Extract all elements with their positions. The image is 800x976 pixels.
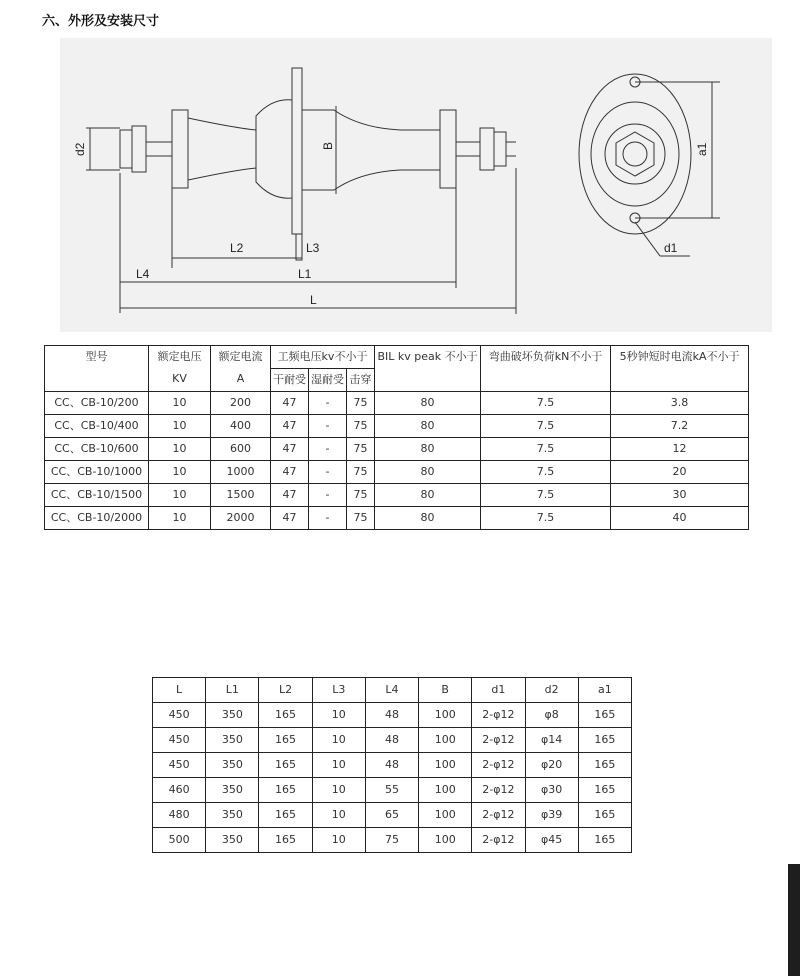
spec-cell-bil: 80 xyxy=(375,392,481,415)
header-bil: BIL kv peak 不小于 xyxy=(375,346,481,392)
dim-cell: 2-φ12 xyxy=(472,803,525,828)
dim-cell: 100 xyxy=(419,828,472,853)
dimension-table xyxy=(152,677,632,853)
table-row xyxy=(153,778,632,803)
spec-cell-short: 20 xyxy=(611,461,749,484)
drawing-svg xyxy=(60,38,772,332)
spec-cell-model: CC、CB-10/400 xyxy=(45,415,149,438)
dim-cell: 2-φ12 xyxy=(472,728,525,753)
spec-cell-dry: 47 xyxy=(271,461,309,484)
dim-cell: 100 xyxy=(419,778,472,803)
dim-cell: 350 xyxy=(206,753,259,778)
spec-cell-bil: 80 xyxy=(375,415,481,438)
table-row xyxy=(153,753,632,778)
header-bending: 弯曲破坏负荷kN不小于 xyxy=(481,346,611,392)
spec-cell-short: 3.8 xyxy=(611,392,749,415)
spec-cell-dry: 47 xyxy=(271,415,309,438)
label-L3: L3 xyxy=(306,241,320,255)
spec-cell-voltage: 10 xyxy=(149,438,211,461)
spec-cell-bil: 80 xyxy=(375,438,481,461)
header-dry: 干耐受 xyxy=(271,369,309,392)
dim-header-a1: a1 xyxy=(578,678,631,703)
dim-cell: 165 xyxy=(259,778,312,803)
header-breakdown: 击穿 xyxy=(347,369,375,392)
dim-cell: 48 xyxy=(365,728,418,753)
dim-cell: 165 xyxy=(578,753,631,778)
dim-cell: 480 xyxy=(153,803,206,828)
spec-cell-short: 30 xyxy=(611,484,749,507)
header-rated-voltage xyxy=(149,346,211,392)
dim-cell: 350 xyxy=(206,828,259,853)
dim-cell: 75 xyxy=(365,828,418,853)
dim-cell: φ30 xyxy=(525,778,578,803)
spec-cell-dry: 47 xyxy=(271,484,309,507)
table-row xyxy=(153,803,632,828)
dim-cell: 100 xyxy=(419,703,472,728)
dim-cell: 48 xyxy=(365,753,418,778)
dim-cell: 10 xyxy=(312,703,365,728)
dim-cell: 100 xyxy=(419,753,472,778)
spec-cell-bending: 7.5 xyxy=(481,484,611,507)
dim-cell: 350 xyxy=(206,703,259,728)
label-L: L xyxy=(310,293,317,307)
left-nut-outer xyxy=(120,130,132,168)
spec-cell-voltage: 10 xyxy=(149,415,211,438)
dim-cell: 100 xyxy=(419,728,472,753)
label-L2: L2 xyxy=(230,241,244,255)
dim-cell: 10 xyxy=(312,728,365,753)
table-row xyxy=(45,415,749,438)
spec-cell-model: CC、CB-10/1000 xyxy=(45,461,149,484)
spec-cell-current: 400 xyxy=(211,415,271,438)
spec-cell-dry: 47 xyxy=(271,392,309,415)
spec-cell-wet: - xyxy=(309,438,347,461)
side-scroll-bar xyxy=(788,864,800,976)
label-a1: a1 xyxy=(695,142,709,156)
dim-cell: φ8 xyxy=(525,703,578,728)
dim-cell: 165 xyxy=(259,728,312,753)
spec-cell-model: CC、CB-10/600 xyxy=(45,438,149,461)
spec-cell-dry: 47 xyxy=(271,438,309,461)
spec-cell-bending: 7.5 xyxy=(481,438,611,461)
dim-cell: 350 xyxy=(206,728,259,753)
end-view-flange xyxy=(579,74,691,234)
header-model: 型号 xyxy=(45,346,149,392)
header-rated-voltage-label: 额定电压 xyxy=(157,350,202,363)
dim-cell: 460 xyxy=(153,778,206,803)
table-row xyxy=(153,703,632,728)
dim-cell: 10 xyxy=(312,828,365,853)
spec-cell-bil: 80 xyxy=(375,507,481,530)
spec-cell-bending: 7.5 xyxy=(481,461,611,484)
spec-cell-voltage: 10 xyxy=(149,507,211,530)
spec-cell-model: CC、CB-10/200 xyxy=(45,392,149,415)
dim-header-l4: L4 xyxy=(365,678,418,703)
spec-cell-breakdown: 75 xyxy=(347,438,375,461)
spec-cell-breakdown: 75 xyxy=(347,507,375,530)
spec-cell-breakdown: 75 xyxy=(347,484,375,507)
header-rated-current-unit: A xyxy=(236,372,245,385)
left-body xyxy=(188,118,256,180)
table-row xyxy=(153,828,632,853)
spec-cell-wet: - xyxy=(309,461,347,484)
table-row xyxy=(45,461,749,484)
spec-cell-model: CC、CB-10/2000 xyxy=(45,507,149,530)
dim-cell: 165 xyxy=(578,828,631,853)
right-shed xyxy=(440,110,456,188)
spec-cell-wet: - xyxy=(309,392,347,415)
spec-cell-bending: 7.5 xyxy=(481,415,611,438)
left-shed xyxy=(172,110,188,188)
spec-cell-bending: 7.5 xyxy=(481,507,611,530)
dim-cell: 55 xyxy=(365,778,418,803)
header-rated-voltage-unit: KV xyxy=(172,372,187,385)
spec-cell-voltage: 10 xyxy=(149,392,211,415)
table-row xyxy=(45,438,749,461)
spec-cell-breakdown: 75 xyxy=(347,392,375,415)
spec-cell-breakdown: 75 xyxy=(347,415,375,438)
header-wet: 湿耐受 xyxy=(309,369,347,392)
label-L1: L1 xyxy=(298,267,312,281)
header-rated-current-label: 额定电流 xyxy=(218,350,263,363)
spec-cell-bil: 80 xyxy=(375,484,481,507)
table-row xyxy=(153,728,632,753)
dim-cell: 65 xyxy=(365,803,418,828)
header-rated-current xyxy=(211,346,271,392)
label-d2: d2 xyxy=(73,142,87,156)
end-view-hex xyxy=(616,132,654,176)
spec-cell-bil: 80 xyxy=(375,461,481,484)
dim-cell: 165 xyxy=(578,703,631,728)
spec-cell-short: 12 xyxy=(611,438,749,461)
dim-cell: 165 xyxy=(259,753,312,778)
dim-cell: 450 xyxy=(153,753,206,778)
dim-header-l1: L1 xyxy=(206,678,259,703)
dim-header-l3: L3 xyxy=(312,678,365,703)
dim-cell: 165 xyxy=(259,803,312,828)
dim-cell: 500 xyxy=(153,828,206,853)
dim-cell: 2-φ12 xyxy=(472,753,525,778)
label-d1: d1 xyxy=(664,241,678,255)
spec-cell-current: 1000 xyxy=(211,461,271,484)
dim-cell: 2-φ12 xyxy=(472,778,525,803)
spec-cell-voltage: 10 xyxy=(149,484,211,507)
spec-cell-model: CC、CB-10/1500 xyxy=(45,484,149,507)
spec-cell-current: 200 xyxy=(211,392,271,415)
dim-cell: 165 xyxy=(578,728,631,753)
dim-cell: 350 xyxy=(206,778,259,803)
dim-cell: 165 xyxy=(578,803,631,828)
bushing-outline-drawing xyxy=(60,38,772,332)
flange-foot xyxy=(296,234,302,260)
dim-cell: φ45 xyxy=(525,828,578,853)
dim-header-d2: d2 xyxy=(525,678,578,703)
spec-cell-voltage: 10 xyxy=(149,461,211,484)
dim-cell: 165 xyxy=(578,778,631,803)
dim-cell: 48 xyxy=(365,703,418,728)
dim-cell: 450 xyxy=(153,703,206,728)
right-nut-inner xyxy=(480,128,494,170)
dimension-header-row xyxy=(153,678,632,703)
d1-leader xyxy=(635,222,660,256)
spec-cell-breakdown: 75 xyxy=(347,461,375,484)
dim-cell: φ39 xyxy=(525,803,578,828)
dim-header-d1: d1 xyxy=(472,678,525,703)
spec-cell-wet: - xyxy=(309,484,347,507)
spec-cell-short: 40 xyxy=(611,507,749,530)
dim-cell: 165 xyxy=(259,703,312,728)
spec-cell-current: 600 xyxy=(211,438,271,461)
dim-header-b: B xyxy=(419,678,472,703)
spec-cell-dry: 47 xyxy=(271,507,309,530)
right-nut-outer xyxy=(494,132,506,166)
end-view-ring xyxy=(605,124,665,184)
table-row xyxy=(45,507,749,530)
left-bulge xyxy=(256,100,292,198)
spec-cell-current: 2000 xyxy=(211,507,271,530)
dim-cell: φ20 xyxy=(525,753,578,778)
table-row xyxy=(45,392,749,415)
section-title: 六、外形及安装尺寸 xyxy=(42,14,160,29)
header-short-time: 5秒钟短时电流kA不小于 xyxy=(611,346,749,392)
left-nut-inner xyxy=(132,126,146,172)
header-power-freq: 工频电压kv不小于 xyxy=(271,346,375,369)
dim-cell: 165 xyxy=(259,828,312,853)
dim-cell: 450 xyxy=(153,728,206,753)
spec-cell-wet: - xyxy=(309,507,347,530)
dim-cell: 2-φ12 xyxy=(472,828,525,853)
spec-cell-bending: 7.5 xyxy=(481,392,611,415)
dim-cell: 10 xyxy=(312,803,365,828)
dim-cell: 2-φ12 xyxy=(472,703,525,728)
spec-table-body xyxy=(45,392,749,530)
label-L4: L4 xyxy=(136,267,150,281)
dimension-table-body xyxy=(153,703,632,853)
dim-cell: 100 xyxy=(419,803,472,828)
flange-plate xyxy=(292,68,302,234)
dim-cell: φ14 xyxy=(525,728,578,753)
table-row xyxy=(45,484,749,507)
end-view-body xyxy=(591,102,679,206)
spec-cell-wet: - xyxy=(309,415,347,438)
dim-cell: 10 xyxy=(312,753,365,778)
spec-cell-short: 7.2 xyxy=(611,415,749,438)
dim-header-l2: L2 xyxy=(259,678,312,703)
spec-cell-current: 1500 xyxy=(211,484,271,507)
dim-cell: 10 xyxy=(312,778,365,803)
label-B: B xyxy=(321,141,335,150)
dim-header-l: L xyxy=(153,678,206,703)
spec-table xyxy=(44,345,749,530)
dim-cell: 350 xyxy=(206,803,259,828)
